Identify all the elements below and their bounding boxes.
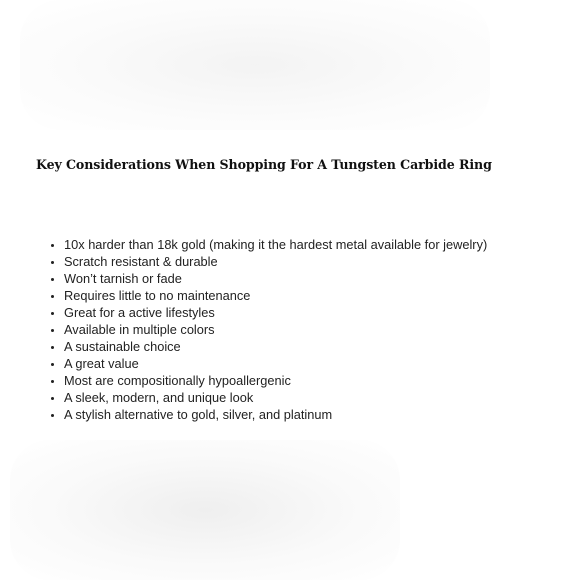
list-item: • A sustainable choice (64, 338, 487, 355)
section-heading: Key Considerations When Shopping For A Tungsten Carbide Ring (36, 157, 492, 172)
list-item: • Available in multiple colors (64, 321, 487, 338)
list-item: • A stylish alternative to gold, silver, and platinum (64, 406, 487, 423)
list-item: • Most are compositionally hypoallergenic (64, 372, 487, 389)
list-item: • Requires little to no maintenance (64, 287, 487, 304)
blurred-image-top (20, 0, 490, 130)
list-item: • A sleek, modern, and unique look (64, 389, 487, 406)
feature-list (46, 236, 487, 423)
blurred-image-bottom (10, 440, 400, 580)
list-item: • A great value (64, 355, 487, 372)
list-item: • 10x harder than 18k gold (making it the hardest metal available for jewelry) (64, 236, 487, 253)
list-item: • Scratch resistant & durable (64, 253, 487, 270)
list-item: • Great for a active lifestyles (64, 304, 487, 321)
list-item: • Won’t tarnish or fade (64, 270, 487, 287)
